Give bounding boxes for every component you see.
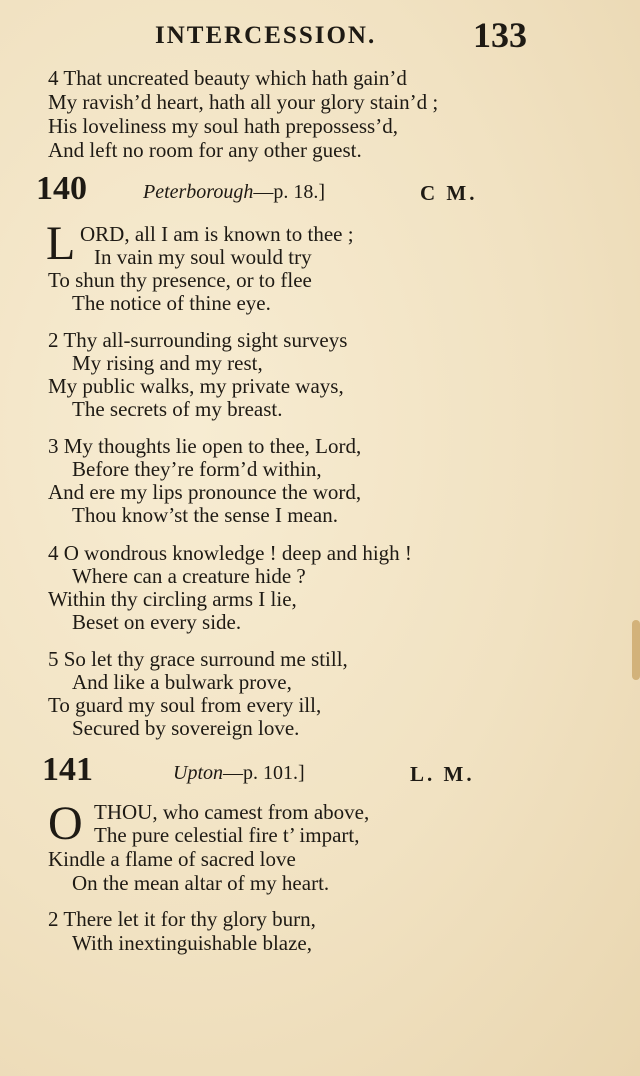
hymn-140-s1-line-3: To shun thy presence, or to flee [48,268,312,292]
hymn-140-s2-line-4: The secrets of my breast. [72,397,283,421]
hymn-140-s1-line-4: The notice of thine eye. [72,291,271,315]
top-stanza-line-2: My ravish’d heart, hath all your glory stain’d ; [48,90,439,114]
hymn-140-s5-line-4: Secured by sovereign love. [72,716,300,740]
hymn-140-s3-line-3: And ere my lips pronounce the word, [48,480,362,504]
hymn-140-s2-line-1: 2 Thy all-surrounding sight surveys [48,328,348,352]
top-stanza-line-3: His loveliness my soul hath prepossess’d, [48,114,398,138]
hymn-140-s5-line-3: To guard my soul from every ill, [48,693,322,717]
hymn-140-s4-line-4: Beset on every side. [72,610,242,634]
hymn-140-tune [143,181,325,204]
hymn-140-s2-line-3: My public walks, my private ways, [48,374,344,398]
hymn-141-meter: L. M. [410,762,475,786]
hymn-141-s1-line-3: Kindle a flame of sacred love [48,847,296,871]
hymn-140-dropcap: L [46,217,76,270]
page-stain [632,620,640,680]
top-stanza-line-4: And left no room for any other guest. [48,138,362,162]
top-stanza-line-1: 4 That uncreated beauty which hath gain’d [48,66,407,90]
hymn-140-s3-line-4: Thou know’st the sense I mean. [72,503,338,527]
hymn-141-dropcap: O [48,797,83,850]
hymn-140-s1-line-2: In vain my soul would try [94,245,312,269]
running-header-title: INTERCESSION. [155,22,377,49]
hymn-140-s5-line-1: 5 So let thy grace surround me still, [48,647,348,671]
hymn-140-s3-line-2: Before they’re form’d within, [72,457,322,481]
hymn-140-meter: C M. [420,181,478,205]
hymn-141-s1-line-2: The pure celestial fire t’ impart, [94,823,360,847]
hymn-140-s2-line-2: My rising and my rest, [72,351,263,375]
hymn-141-s2-line-1: 2 There let it for thy glory burn, [48,907,316,931]
hymn-141-s1-line-4: On the mean altar of my heart. [72,871,330,895]
hymn-140-s4-line-2: Where can a creature hide ? [72,564,306,588]
hymn-140-s5-line-2: And like a bulwark prove, [72,670,292,694]
hymn-141-s1-line-1: THOU, who camest from above, [94,800,370,824]
hymn-140-s4-line-3: Within thy circling arms I lie, [48,587,297,611]
hymn-141-tune-name: Upton [173,762,223,784]
hymn-140-s3-line-1: 3 My thoughts lie open to thee, Lord, [48,434,362,458]
page-number: 133 [473,15,527,55]
hymn-141-tune [173,762,305,785]
hymn-141-number: 141 [42,751,93,788]
hymn-140-tune-name: Peterborough [143,181,254,203]
hymn-140-s4-line-1: 4 O wondrous knowledge ! deep and high ! [48,541,412,565]
hymn-140-number: 140 [36,170,87,207]
hymn-141-s2-line-2: With inextinguishable blaze, [72,931,313,955]
hymn-140-s1-line-1: ORD, all I am is known to thee ; [80,222,354,246]
hymn-140-tune-ref: —p. 18.] [253,181,326,203]
hymn-141-tune-ref: —p. 101.] [223,762,305,784]
